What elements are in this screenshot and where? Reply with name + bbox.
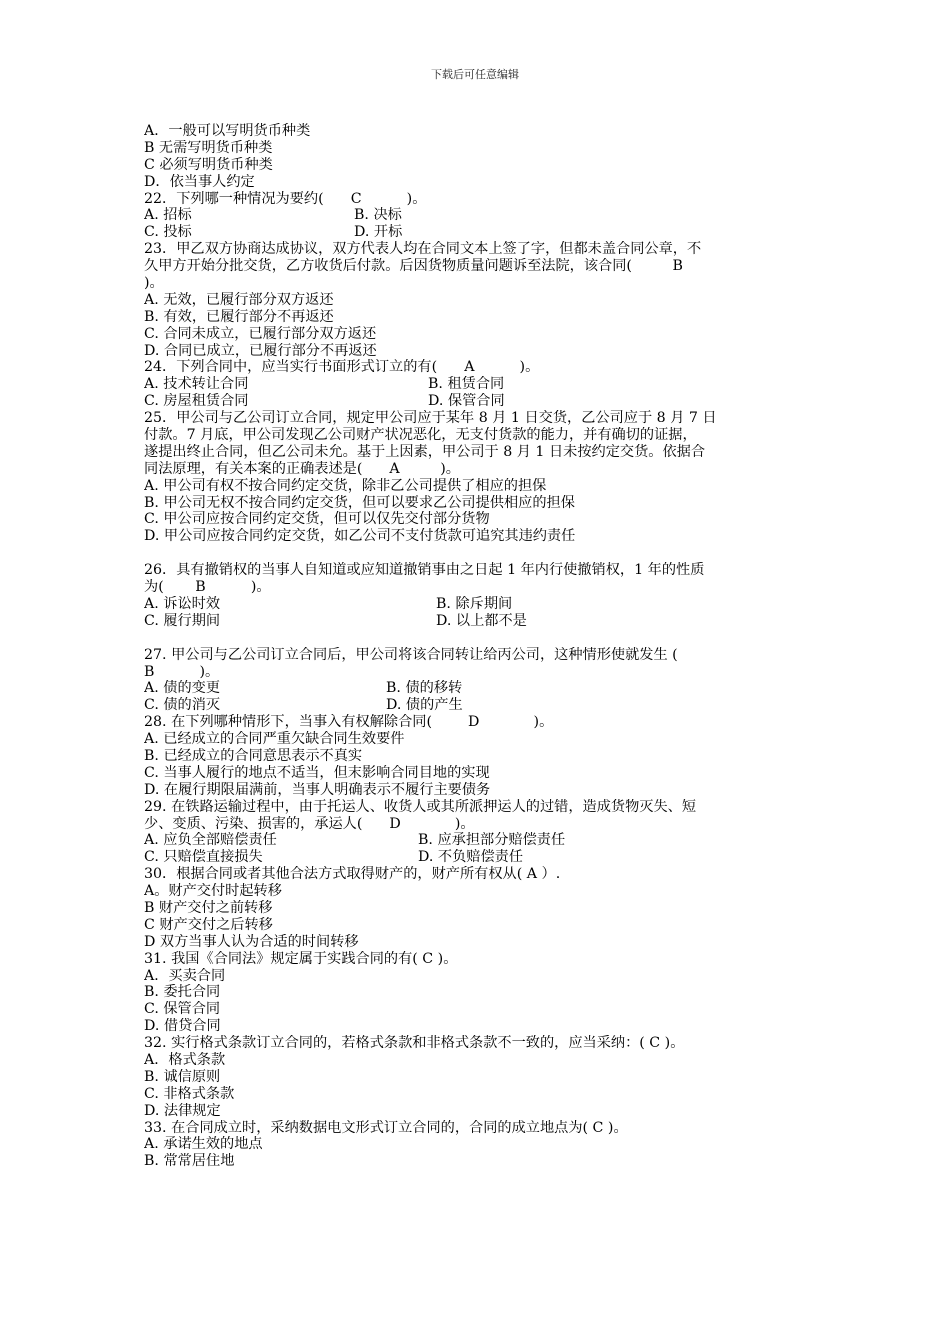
text-line: C 财产交付之后转移 [144,916,273,933]
option-right: D. 保管合同 [428,393,505,410]
text-line: D. 在履行期限届满前，当事人明确表示不履行主要债务 [144,781,491,798]
blank-line [144,545,808,562]
text-line: 24．下列合同中，应当实行书面形式订立的有( A )。 [144,359,540,376]
text-line: C. 非格式条款 [144,1085,235,1102]
page-header: 下载后可任意编辑 [431,68,519,81]
text-line: A．买卖合同 [144,967,226,984]
option-right: B. 应承担部分赔偿责任 [418,832,566,849]
text-line: D 双方当事人认为合适的时间转移 [144,933,359,950]
option-left: C. 投标 [144,224,192,241]
blank-line [144,630,808,647]
text-line: A. 无效，已履行部分双方返还 [144,291,334,308]
option-right: B. 除斥期间 [436,595,513,612]
option-left: C. 债的消灭 [144,697,221,714]
option-right: B. 租赁合同 [428,376,505,393]
option-row [144,832,808,849]
option-left: C. 履行期间 [144,612,221,629]
option-row [144,596,808,613]
text-line: A。财产交付时起转移 [144,883,282,900]
text-line: A. 甲公司有权不按合同约定交货，除非乙公司提供了相应的担保 [144,477,547,494]
option-right: D. 开标 [354,224,403,241]
text-line: D. 合同已成立，已履行部分不再返还 [144,342,377,359]
text-line: C. 甲公司应按合同约定交货，但可以仅先交付部分货物 [144,511,490,528]
option-left: A. 技术转让合同 [144,376,249,393]
option-row [144,680,808,697]
option-right: D. 债的产生 [386,697,463,714]
option-left: C. 只赔偿直接损失 [144,849,263,866]
option-left: A. 诉讼时效 [144,595,221,612]
text-line: D. 借贷合同 [144,1018,221,1035]
text-line: 32. 实行格式条款订立合同的，若格式条款和非格式条款不一致的，应当采纳：( C )。 [144,1035,685,1052]
text-line: B 财产交付之前转移 [144,899,273,916]
option-left: A. 招标 [144,207,192,224]
text-line: B. 甲公司无权不按合同约定交货，但可以要求乙公司提供相应的担保 [144,494,575,511]
option-row [144,207,808,224]
text-line: 同法原理，有关本案的正确表述是( A )。 [144,460,460,477]
option-row [144,224,808,241]
text-line: 26．具有撤销权的当事人自知道或应知道撤销事由之日起 1 年内行使撤销权，1 年的性质 [144,562,705,579]
text-line: 31. 我国《合同法》规定属于实践合同的有( C )。 [144,950,458,967]
option-row [144,393,808,410]
text-line: 33. 在合同成立时，采纳数据电文形式订立合同的，合同的成立地点为( C )。 [144,1119,628,1136]
text-line: B. 有效，已履行部分不再返还 [144,308,334,325]
text-line: B. 委托合同 [144,984,221,1001]
text-line: C 必须写明货币种类 [144,156,273,173]
text-line: 25．甲公司与乙公司订立合同，规定甲公司应于某年 8 月 1 日交货，乙公司应于 8 月 7 日 [144,410,717,427]
text-line: C. 当事人履行的地点不适当，但末影响合同目地的实现 [144,764,490,781]
text-line: C. 保管合同 [144,1001,221,1018]
text-line: 23．甲乙双方协商达成协议，双方代表人均在合同文本上签了字，但都未盖合同公章，不 [144,241,702,258]
option-right: D. 不负赔偿责任 [418,849,524,866]
text-line: 付款。7 月底，甲公司发现乙公司财产状况恶化，无支付货款的能力，并有确切的证据， [144,427,697,444]
option-row [144,697,808,714]
text-line: 30．根据合同或者其他合法方式取得财产的，财产所有权从( A ）. [144,866,561,883]
text-line: A. 承诺生效的地点 [144,1136,263,1153]
text-line: )。 [144,275,164,292]
text-line: 28. 在下列哪种情形下，当事入有权解除合同( D )。 [144,714,554,731]
text-line: B. 已经成立的合同意思表示不真实 [144,747,363,764]
text-line: B. 诚信原则 [144,1068,221,1085]
text-line: 少、变质、污染、损害的，承运人( D )。 [144,815,475,832]
text-line: A．一般可以写明货币种类 [144,123,311,139]
text-line: 为( B )。 [144,579,271,596]
text-line: 遂提出终止合同，但乙公司未允。基于上因素，甲公司于 8 月 1 日未按约定交货。依据合 [144,443,706,460]
option-row [144,376,808,393]
document-body [144,123,808,1170]
option-row [144,613,808,630]
text-line: B. 常常居住地 [144,1153,235,1170]
text-line: B 无需写明货币种类 [144,139,273,156]
option-right: B. 决标 [354,207,402,224]
option-left: C. 房屋租赁合同 [144,393,249,410]
text-line: D. 法律规定 [144,1102,221,1119]
text-line: D．依当事人约定 [144,173,255,190]
text-line: 22．下列哪一种情况为要约( C )。 [144,190,427,207]
text-line: 久甲方开始分批交货，乙方收货后付款。后因货物质量问题诉至法院，该合同( B [144,258,683,275]
option-left: A. 应负全部赔偿责任 [144,832,277,849]
text-line: 29. 在铁路运输过程中，由于托运人、收货人或其所派押运人的过错，造成货物灭失、短 [144,798,697,815]
option-right: B. 债的移转 [386,680,463,697]
text-line: A. 已经成立的合同严重欠缺合同生效要件 [144,731,405,748]
text-line: D. 甲公司应按合同约定交货，如乙公司不支付货款可追究其违约责任 [144,528,576,545]
text-line: C. 合同未成立，已履行部分双方返还 [144,325,377,342]
text-line: A．格式条款 [144,1051,226,1068]
text-line: 27. 甲公司与乙公司订立合同后，甲公司将该合同转让给丙公司，这种情形使就发生 ( [144,646,678,663]
text-line: B )。 [144,663,220,680]
option-left: A. 债的变更 [144,680,221,697]
option-right: D. 以上都不是 [436,612,527,629]
option-row [144,849,808,866]
